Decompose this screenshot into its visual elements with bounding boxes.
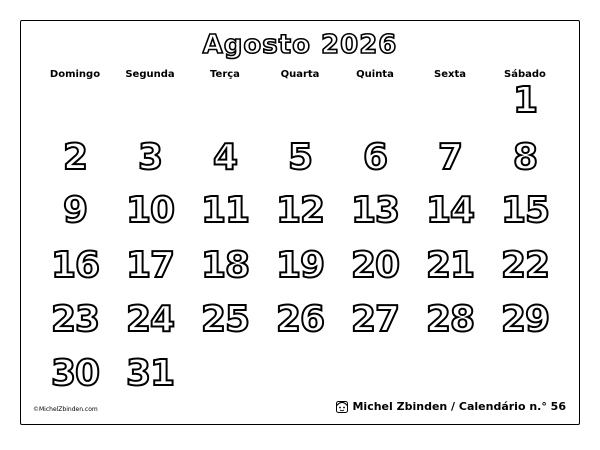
author-credit — [336, 400, 566, 414]
calendar-day: 29 — [500, 299, 550, 340]
weekday-label: Quinta — [356, 69, 394, 80]
calendar-day: 15 — [500, 190, 550, 231]
calendar-day: 25 — [200, 299, 250, 340]
calendar-day: 26 — [275, 299, 325, 340]
calendar-day: 22 — [500, 245, 550, 286]
calendar-day: 11 — [200, 190, 250, 231]
weekday-label: Segunda — [125, 69, 175, 80]
calendar-day: 10 — [125, 190, 175, 231]
calendar-day: 13 — [350, 190, 400, 231]
website-credit: ©MichelZbinden.com — [33, 406, 98, 413]
calendar-day: 5 — [287, 137, 313, 178]
calendar-day: 3 — [137, 137, 163, 178]
calendar-day: 2 — [62, 137, 88, 178]
author-credit-text: Michel Zbinden / Calendário n.° 56 — [352, 400, 566, 413]
calendar-day: 6 — [362, 137, 388, 178]
calendar-day: 28 — [425, 299, 475, 340]
face-icon — [336, 401, 348, 413]
calendar-day: 12 — [275, 190, 325, 231]
calendar-day: 9 — [62, 190, 88, 231]
weekday-label: Terça — [210, 69, 240, 80]
weekday-label: Sexta — [434, 69, 466, 80]
calendar-day: 20 — [350, 245, 400, 286]
calendar-day: 14 — [425, 190, 475, 231]
calendar-day: 27 — [350, 299, 400, 340]
calendar-title: Agosto 2026 — [202, 30, 398, 60]
calendar-day: 1 — [512, 80, 538, 121]
calendar-day: 23 — [50, 299, 100, 340]
calendar-day: 21 — [425, 245, 475, 286]
calendar-day: 17 — [125, 245, 175, 286]
calendar-day: 30 — [50, 353, 100, 394]
calendar-day: 4 — [212, 137, 238, 178]
calendar-day: 7 — [437, 137, 463, 178]
calendar-day: 8 — [512, 137, 538, 178]
weekday-label: Domingo — [49, 69, 101, 80]
calendar-day: 18 — [200, 245, 250, 286]
calendar-day: 16 — [50, 245, 100, 286]
calendar-day: 24 — [125, 299, 175, 340]
calendar-day: 31 — [125, 353, 175, 394]
calendar-day: 19 — [275, 245, 325, 286]
weekday-label: Sábado — [504, 69, 546, 80]
weekday-label: Quarta — [280, 69, 320, 80]
